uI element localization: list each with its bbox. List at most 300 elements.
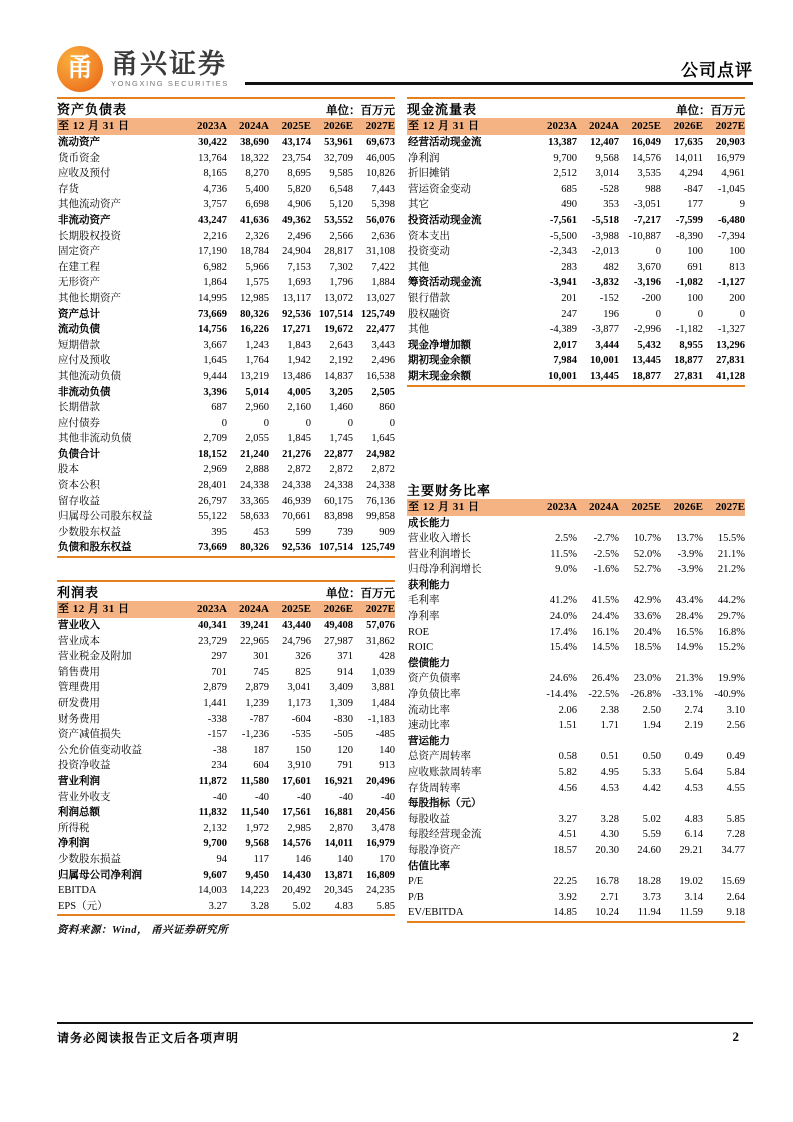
- cell-value: 739: [337, 526, 353, 538]
- row-label: 流动资产: [58, 137, 100, 148]
- table-row: [407, 260, 745, 276]
- table-row: [57, 883, 395, 899]
- table-row: [57, 774, 395, 790]
- cell-value: -2,343: [549, 246, 577, 258]
- row-label: 营运资金变动: [408, 183, 471, 195]
- table-row: [407, 874, 745, 890]
- cash-flow-table: [407, 118, 745, 387]
- cell-value: 20,456: [366, 807, 395, 819]
- table-row: [407, 812, 745, 828]
- row-label: 营业收入增长: [408, 533, 471, 545]
- cell-value: 22,477: [366, 324, 395, 336]
- cell-value: 2,709: [203, 433, 227, 445]
- cell-value: 6,548: [329, 183, 353, 195]
- cell-value: -485: [375, 729, 395, 741]
- cell-value: 7,422: [371, 261, 395, 273]
- row-label: P/E: [408, 876, 424, 888]
- cell-value: 791: [337, 760, 353, 772]
- cell-value: 32,709: [324, 152, 353, 164]
- table-row: [57, 899, 395, 916]
- year-column-header: 2023A: [197, 603, 227, 616]
- cell-value: [661, 656, 703, 672]
- cell-value: -3.9%: [677, 564, 703, 576]
- cell-value: 21.2%: [717, 564, 745, 576]
- cell-value: 2,512: [553, 168, 577, 180]
- cell-value: 18.57: [553, 844, 577, 856]
- row-label: 投资净收益: [58, 760, 111, 772]
- cell-value: 16.5%: [675, 626, 703, 638]
- row-label: 银行借款: [408, 292, 450, 304]
- cell-value: -1,183: [367, 713, 395, 725]
- cell-value: 1,460: [329, 402, 353, 414]
- row-label: 应收及预付: [58, 168, 111, 180]
- cell-value: 11,832: [198, 807, 227, 819]
- table-row: [57, 852, 395, 868]
- table-unit-label: 单位：百万元: [326, 588, 395, 601]
- row-label: 营业利润: [58, 775, 100, 787]
- table-row: [57, 229, 395, 245]
- table-row: [407, 749, 745, 765]
- table-row: [57, 275, 395, 291]
- cell-value: 234: [211, 760, 227, 772]
- cell-value: 2.06: [558, 704, 577, 716]
- cell-value: 22,965: [240, 635, 269, 647]
- cell-value: -535: [291, 729, 311, 741]
- cell-value: 2,017: [553, 339, 577, 351]
- cell-value: 11,872: [198, 775, 227, 787]
- cell-value: -38: [213, 744, 227, 756]
- row-label: 每股净资产: [408, 844, 461, 856]
- year-column-header: 2026E: [673, 500, 703, 513]
- cell-value: 92,536: [282, 542, 311, 554]
- cell-value: 5.82: [558, 767, 577, 778]
- table-row: [57, 680, 395, 696]
- cell-value: 4,294: [679, 168, 703, 180]
- cell-value: 8,270: [245, 168, 269, 180]
- cell-value: 914: [337, 666, 353, 678]
- cell-value: 24,338: [240, 480, 269, 492]
- cell-value: 16,809: [366, 869, 395, 881]
- cell-value: 46,939: [282, 495, 311, 507]
- cell-value: 2.74: [684, 704, 703, 716]
- cell-value: 18,877: [674, 355, 703, 367]
- balance-sheet-table: [57, 118, 395, 558]
- cell-value: 73,669: [198, 542, 227, 554]
- row-label: 资本公积: [58, 480, 100, 492]
- cell-value: 17,635: [674, 137, 703, 148]
- cell-value: 16,921: [324, 775, 353, 787]
- row-label: EBITDA: [58, 885, 97, 897]
- cell-value: -1,182: [675, 324, 703, 336]
- row-label: 留存收益: [58, 495, 100, 507]
- table-row: [57, 135, 395, 151]
- table-title: 现金流量表: [407, 102, 478, 117]
- row-label: 归属母公司股东权益: [58, 511, 153, 523]
- table-header-row: [407, 499, 745, 516]
- cell-value: 0.50: [642, 751, 661, 763]
- table-row: [57, 868, 395, 884]
- cell-value: 3,881: [371, 682, 395, 694]
- row-label: 固定资产: [58, 246, 100, 258]
- cell-value: 0: [389, 417, 395, 429]
- row-label: 无形资产: [58, 277, 100, 289]
- cell-value: 913: [379, 760, 395, 772]
- cell-value: -338: [207, 713, 227, 725]
- table-row: [57, 213, 395, 229]
- cell-value: 9.0%: [555, 564, 577, 576]
- cell-value: 1,309: [329, 698, 353, 709]
- table-row: [407, 213, 745, 229]
- cell-value: 15.69: [721, 876, 745, 888]
- cell-value: 5,400: [245, 183, 269, 195]
- cell-value: 1,239: [245, 698, 269, 709]
- table-row: [407, 531, 745, 547]
- cell-value: 9,444: [203, 370, 227, 382]
- cell-value: [619, 656, 661, 672]
- cell-value: 150: [295, 744, 311, 756]
- cell-value: -3,988: [591, 230, 619, 242]
- cell-value: 3,478: [371, 822, 395, 834]
- cell-value: 428: [379, 651, 395, 663]
- table-row: [407, 671, 745, 687]
- cell-value: 41,128: [716, 370, 745, 382]
- table-row: [57, 197, 395, 213]
- cell-value: 177: [687, 199, 703, 211]
- year-column-header: 2025E: [631, 500, 661, 513]
- cell-value: 18,877: [632, 370, 661, 382]
- cell-value: -847: [683, 183, 703, 195]
- cell-value: 69,673: [366, 137, 395, 148]
- table-row: [57, 322, 395, 338]
- cell-value: [703, 656, 745, 672]
- cell-value: -6,480: [717, 214, 745, 226]
- cell-value: 42.9%: [633, 595, 661, 607]
- table-row: [57, 338, 395, 354]
- row-label: 净利润: [58, 838, 90, 850]
- balance-sheet-section: [57, 97, 395, 558]
- cell-value: 4.95: [600, 767, 619, 778]
- row-label: 股权融资: [408, 308, 450, 320]
- cell-value: 1,884: [371, 277, 395, 289]
- financial-ratios-section: [407, 480, 745, 923]
- cell-value: [703, 578, 745, 594]
- row-label: 在建工程: [58, 261, 100, 273]
- cell-value: 5,432: [637, 339, 661, 351]
- cell-value: [535, 859, 577, 875]
- cell-value: 13,486: [282, 370, 311, 382]
- cell-value: [535, 578, 577, 594]
- row-label: 归属母公司净利润: [58, 869, 142, 881]
- cell-value: [661, 796, 703, 812]
- row-label: 经营活动现金流: [408, 137, 482, 148]
- table-title-row: [407, 480, 745, 499]
- cell-value: 40,341: [198, 620, 227, 632]
- cell-value: 14,756: [198, 324, 227, 336]
- table-row: [407, 369, 745, 386]
- cell-value: 813: [729, 261, 745, 273]
- cell-value: 3.27: [208, 900, 227, 912]
- row-label: 应付债券: [58, 417, 100, 429]
- table-title-row: [57, 580, 395, 601]
- table-row: [57, 462, 395, 478]
- cell-value: 3,667: [203, 339, 227, 351]
- table-row: [57, 182, 395, 198]
- row-label: 其他: [408, 261, 429, 273]
- table-row: [57, 291, 395, 307]
- cell-value: 2,566: [329, 230, 353, 242]
- cell-value: 94: [216, 853, 227, 865]
- cell-value: -7,599: [675, 214, 703, 226]
- cell-value: -1,082: [675, 277, 703, 289]
- cell-value: 107,514: [318, 308, 353, 320]
- table-row: [407, 625, 745, 641]
- cell-value: 5.02: [642, 813, 661, 825]
- cell-value: 3,014: [595, 168, 619, 180]
- cell-value: -157: [207, 729, 227, 741]
- table-row: [407, 781, 745, 797]
- row-label: 其他非流动负债: [58, 433, 132, 445]
- cell-value: -787: [249, 713, 269, 725]
- cell-value: 2,192: [329, 355, 353, 367]
- cell-value: 73,669: [198, 308, 227, 320]
- row-label: 估值比率: [408, 860, 450, 872]
- cell-value: 701: [211, 666, 227, 678]
- cell-value: 27,831: [716, 355, 745, 367]
- income-statement-table: [57, 601, 395, 916]
- cell-value: -7,394: [717, 230, 745, 242]
- cell-value: 24,904: [282, 246, 311, 258]
- row-label: 净利润: [408, 152, 440, 164]
- cell-value: -152: [599, 292, 619, 304]
- cell-value: 2,960: [245, 402, 269, 414]
- table-row: [407, 291, 745, 307]
- cell-value: 9,700: [553, 152, 577, 164]
- cell-value: 7,443: [371, 183, 395, 195]
- table-row: [57, 821, 395, 837]
- cell-value: -4,389: [549, 324, 577, 336]
- cell-value: 46,005: [366, 152, 395, 164]
- cell-value: 4,906: [287, 199, 311, 211]
- cell-value: 5.85: [376, 900, 395, 912]
- cell-value: 0: [739, 308, 745, 320]
- cell-value: 10,826: [366, 168, 395, 180]
- cell-value: 14,995: [198, 292, 227, 304]
- row-label: 少数股东权益: [58, 526, 121, 538]
- cell-value: 17,190: [198, 246, 227, 258]
- cell-value: 57,076: [366, 620, 395, 632]
- cell-value: [535, 734, 577, 750]
- cell-value: 14.5%: [591, 642, 619, 654]
- year-column-header: 2024A: [589, 500, 619, 513]
- row-label: 研发费用: [58, 698, 100, 709]
- year-column-header: 2024A: [239, 120, 269, 132]
- cell-value: 3,409: [329, 682, 353, 694]
- cell-value: 19,672: [324, 324, 353, 336]
- cell-value: 19.9%: [717, 673, 745, 685]
- cell-value: 1,441: [203, 698, 227, 709]
- cell-value: 49,362: [282, 214, 311, 226]
- cell-value: 10,001: [548, 370, 577, 382]
- cell-value: 29.7%: [717, 611, 745, 623]
- cell-value: 11.5%: [550, 548, 577, 560]
- cell-value: 24,982: [366, 448, 395, 460]
- cell-value: 2,870: [329, 822, 353, 834]
- header-divider: [245, 82, 753, 85]
- cell-value: 1,484: [371, 698, 395, 709]
- table-row: [407, 827, 745, 843]
- date-column-header: 至 12 月 31 日: [58, 603, 130, 616]
- cell-value: 14,223: [240, 885, 269, 897]
- table-row: [407, 656, 745, 672]
- cell-value: 2,969: [203, 464, 227, 476]
- cell-value: -505: [333, 729, 353, 741]
- cell-value: 41.2%: [549, 595, 577, 607]
- cell-value: 14,003: [198, 885, 227, 897]
- row-label: 少数股东损益: [58, 853, 121, 865]
- table-title-row: [407, 97, 745, 118]
- row-label: 利润总额: [58, 807, 100, 819]
- cell-value: 80,326: [240, 308, 269, 320]
- year-column-header: 2025E: [631, 120, 661, 132]
- cell-value: -10,887: [628, 230, 661, 242]
- cell-value: 7,302: [329, 261, 353, 273]
- cell-value: 15.4%: [549, 642, 577, 654]
- cell-value: 23,729: [198, 635, 227, 647]
- cell-value: 14,576: [282, 838, 311, 850]
- cell-value: 1,693: [287, 277, 311, 289]
- left-column: [57, 97, 395, 937]
- cell-value: -5,500: [549, 230, 577, 242]
- cell-value: 14,011: [674, 152, 703, 164]
- cell-value: 1,764: [245, 355, 269, 367]
- cell-value: 13,445: [590, 370, 619, 382]
- cell-value: 4.56: [558, 782, 577, 794]
- cell-value: 2.56: [726, 720, 745, 732]
- cell-value: 14,576: [632, 152, 661, 164]
- cell-value: 3,396: [203, 386, 227, 398]
- cell-value: 41.5%: [591, 595, 619, 607]
- table-row: [57, 743, 395, 759]
- cell-value: 13,117: [282, 292, 311, 304]
- cell-value: 26,797: [198, 495, 227, 507]
- cell-value: 11.94: [637, 907, 661, 919]
- row-label: 销售费用: [58, 666, 100, 678]
- row-label: P/B: [408, 891, 424, 903]
- cell-value: 2.71: [600, 891, 619, 903]
- cell-value: 17,601: [282, 775, 311, 787]
- cell-value: 24,338: [366, 480, 395, 492]
- cell-value: 326: [295, 651, 311, 663]
- cell-value: 8,165: [203, 168, 227, 180]
- table-row: [57, 260, 395, 276]
- cell-value: 20,496: [366, 775, 395, 787]
- table-row: [407, 859, 745, 875]
- cell-value: [703, 734, 745, 750]
- cell-value: 16,979: [366, 838, 395, 850]
- table-row: [407, 338, 745, 354]
- cell-value: 24,235: [366, 885, 395, 897]
- row-label: 折旧摊销: [408, 168, 450, 180]
- cell-value: [703, 516, 745, 532]
- row-label: 财务费用: [58, 713, 100, 725]
- cell-value: -3,832: [591, 277, 619, 289]
- cell-value: 23,754: [282, 152, 311, 164]
- year-column-header: 2023A: [547, 500, 577, 513]
- cell-value: 2,132: [203, 822, 227, 834]
- cell-value: 99,858: [366, 511, 395, 523]
- cell-value: -1,236: [241, 729, 269, 741]
- row-label: EPS（元）: [58, 900, 108, 912]
- cell-value: 0: [347, 417, 353, 429]
- table-row: [57, 494, 395, 510]
- table-row: [57, 790, 395, 806]
- cell-value: 13,871: [324, 869, 353, 881]
- cell-value: 4.83: [334, 900, 353, 912]
- cell-value: 24,338: [282, 480, 311, 492]
- cell-value: 58,633: [240, 511, 269, 523]
- table-header-row: [57, 118, 395, 135]
- cell-value: 43,440: [282, 620, 311, 632]
- cell-value: 10.24: [595, 907, 619, 919]
- cell-value: 3.28: [600, 813, 619, 825]
- table-row: [407, 890, 745, 906]
- cell-value: -3,051: [633, 199, 661, 211]
- cell-value: 19.02: [679, 876, 703, 888]
- cell-value: 490: [561, 199, 577, 211]
- cell-value: 9,450: [245, 869, 269, 881]
- cell-value: 0: [263, 417, 269, 429]
- cell-value: 92,536: [282, 308, 311, 320]
- cell-value: 10,001: [590, 355, 619, 367]
- cell-value: 8,695: [287, 168, 311, 180]
- cell-value: 52.0%: [633, 548, 661, 560]
- cell-value: 14,430: [282, 869, 311, 881]
- cell-value: -3,941: [549, 277, 577, 289]
- cell-value: 14.85: [553, 907, 577, 919]
- year-column-header: 2024A: [589, 120, 619, 132]
- cell-value: -830: [333, 713, 353, 725]
- cell-value: 604: [253, 760, 269, 772]
- cell-value: 2.50: [642, 704, 661, 716]
- cell-value: 22,877: [324, 448, 353, 460]
- cell-value: 3,443: [371, 339, 395, 351]
- cell-value: 11,580: [240, 775, 269, 787]
- cell-value: 140: [337, 853, 353, 865]
- cell-value: 2,879: [245, 682, 269, 694]
- row-label: 营业利润增长: [408, 548, 471, 560]
- cell-value: -26.8%: [630, 689, 661, 701]
- cell-value: 371: [337, 651, 353, 663]
- table-row: [407, 718, 745, 734]
- cell-value: -2.7%: [593, 533, 619, 545]
- cell-value: -3,877: [591, 324, 619, 336]
- cell-value: 9: [739, 199, 745, 211]
- cell-value: 53,961: [324, 137, 353, 148]
- cell-value: [577, 656, 619, 672]
- cell-value: 30,422: [198, 137, 227, 148]
- cell-value: 10.7%: [633, 533, 661, 545]
- row-label: 资本支出: [408, 230, 450, 242]
- cell-value: 9.18: [726, 907, 745, 919]
- cell-value: 4.30: [600, 829, 619, 841]
- table-row: [57, 525, 395, 541]
- cell-value: -1,327: [717, 324, 745, 336]
- cell-value: 43,174: [282, 137, 311, 148]
- table-row: [57, 727, 395, 743]
- cell-value: -40: [339, 791, 353, 803]
- cell-value: -7,561: [549, 214, 577, 226]
- financial-ratios-table: [407, 499, 745, 923]
